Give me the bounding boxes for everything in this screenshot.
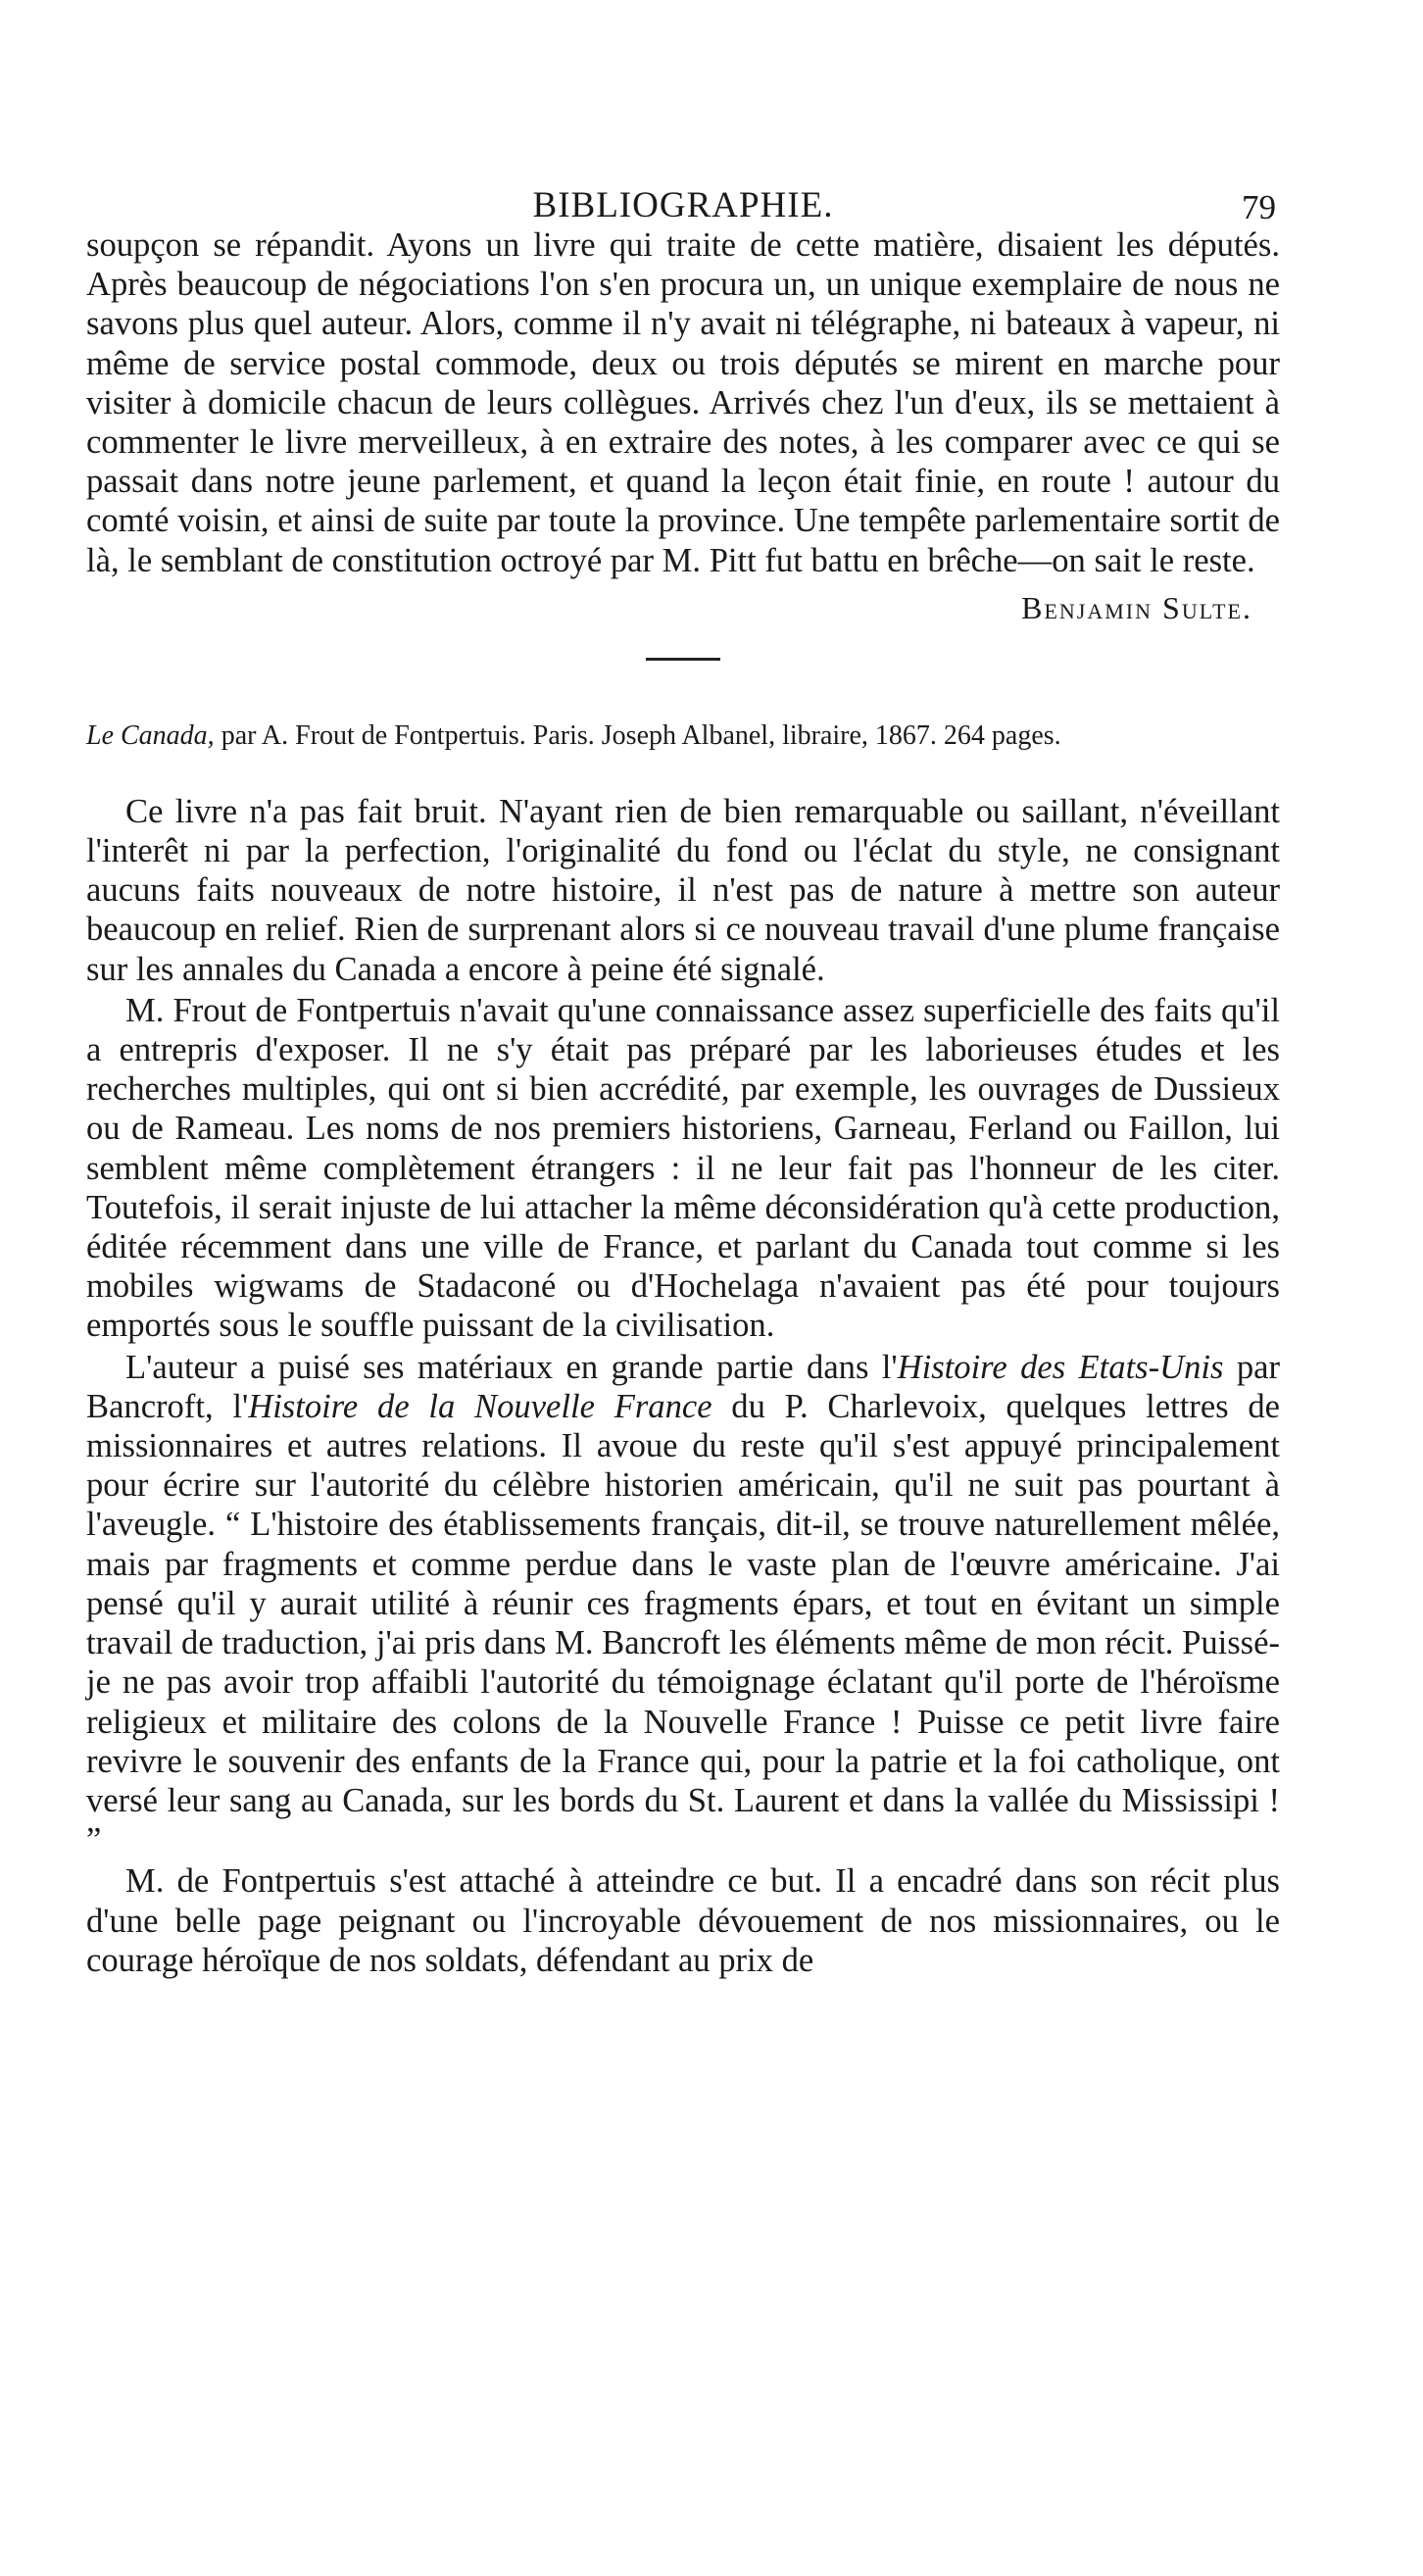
work-title-histoire-nouvelle-france: Histoire de la Nouvelle France bbox=[248, 1387, 712, 1425]
review-paragraph-3-part-b: par Bancroft, l' bbox=[86, 1348, 1280, 1425]
review-body bbox=[86, 792, 1280, 1980]
author-signature: Benjamin Sulte. bbox=[1021, 589, 1252, 625]
work-title-histoire-etats-unis: Histoire des Etats-Unis bbox=[897, 1348, 1224, 1386]
book-citation bbox=[86, 719, 1280, 753]
running-head bbox=[86, 167, 1280, 225]
running-title: BIBLIOGRAPHIE. bbox=[532, 185, 834, 225]
review-paragraph-3-part-c: du P. Charlevoix, quelques lettres de missionnaires et autres relations. Il avoue du reste qu'il s'est appuyé principalement pour écrire sur l'autorité du célèbre historien américain, qu'il ne suit pas pourtant à l'aveugle. “ L'histoire des établissements français, dit-il, se trouve naturellement mêlée, mais par fragments et comme perdue dans le vaste plan de l'œuvre américaine. J'ai pensé qu'il y aurait utilité à réunir ces fragments épars, et tout en évitant un simple travail de traduction, j'ai pris dans M. Bancroft les éléments même de mon récit. Puissé-je ne pas avoir trop affaibli l'autorité du témoignage éclatant qu'il porte de l'héroïsme religieux et militaire des colons de la Nouvelle France ! Puisse ce petit livre faire revivre le souvenir des enfants de la France qui, pour la patrie et la foi catholique, ont versé leur sang au Canada, sur les bords du St. Laurent et dans la vallée du Mississipi ! ” bbox=[86, 1387, 1281, 1859]
review-paragraph-3 bbox=[86, 1348, 1280, 1860]
review-paragraph-1: Ce livre n'a pas fait bruit. N'ayant rien de bien remarquable ou saillant, n'éveillant l'interêt ni par la perfection, l'originalité du fond ou l'éclat du style, ne consignant aucuns faits nouveaux de notre histoire, il n'est pas de nature à mettre son auteur beaucoup en relief. Rien de surprenant alors si ce nouveau travail d'une plume française sur les annales du Canada a encore à peine été signalé. bbox=[86, 792, 1280, 988]
continuation-paragraph: soupçon se répandit. Ayons un livre qui traite de cette matière, disaient les députés. Après beaucoup de négociations l'on s'en procura un, un unique exemplaire de nous ne savons plus quel auteur. Alors, comme il n'y avait ni télégraphe, ni bateaux à vapeur, ni même de service postal commode, deux ou trois députés se mirent en marche pour visiter à domicile chacun de leurs collègues. Arrivés chez l'un d'eux, ils se mettaient à commenter le livre merveilleux, à en extraire des notes, à les comparer avec ce qui se passait dans notre jeune parlement, et quand la leçon était finie, en route ! autour du comté voisin, et ainsi de suite par toute la province. Une tempête parlementaire sortit de là, le semblant de constitution octroyé par M. Pitt fut battu en brêche—on sait le reste. bbox=[86, 226, 1280, 579]
book-details: par A. Frout de Fontpertuis. Paris. Joseph Albanel, libraire, 1867. 264 pages. bbox=[214, 719, 1061, 751]
section-divider bbox=[646, 658, 720, 661]
review-paragraph-4: M. de Fontpertuis s'est attaché à atteindre ce but. Il a encadré dans son récit plus d'une belle page peignant ou l'incroyable dévouement de nos missionnaires, ou le courage héroïque de nos soldats, défendant au prix de bbox=[86, 1862, 1280, 1979]
book-page bbox=[86, 167, 1280, 1980]
review-paragraph-2: M. Frout de Fontpertuis n'avait qu'une connaissance assez superficielle des faits qu'il a entrepris d'exposer. Il ne s'y était pas préparé par les laborieuses études et les recherches multiples, qui ont si bien accrédité, par exemple, les ouvrages de Dussieux ou de Rameau. Les noms de nos premiers historiens, Garneau, Ferland ou Faillon, lui semblent même complètement étrangers : il ne leur fait pas l'honneur de les citer. Toutefois, il serait injuste de lui attacher la même déconsidération qu'à cette production, éditée récemment dans une ville de France, et parlant du Canada tout comme si les mobiles wigwams de Stadaconé ou d'Hochelaga n'avaient pas été pour toujours emportés sous le souffle puissant de la civilisation. bbox=[86, 991, 1280, 1345]
page-number: 79 bbox=[1242, 188, 1276, 226]
review-paragraph-3-part-a: L'auteur a puisé ses matériaux en grande partie dans l' bbox=[125, 1348, 898, 1386]
book-title: Le Canada, bbox=[86, 719, 215, 751]
